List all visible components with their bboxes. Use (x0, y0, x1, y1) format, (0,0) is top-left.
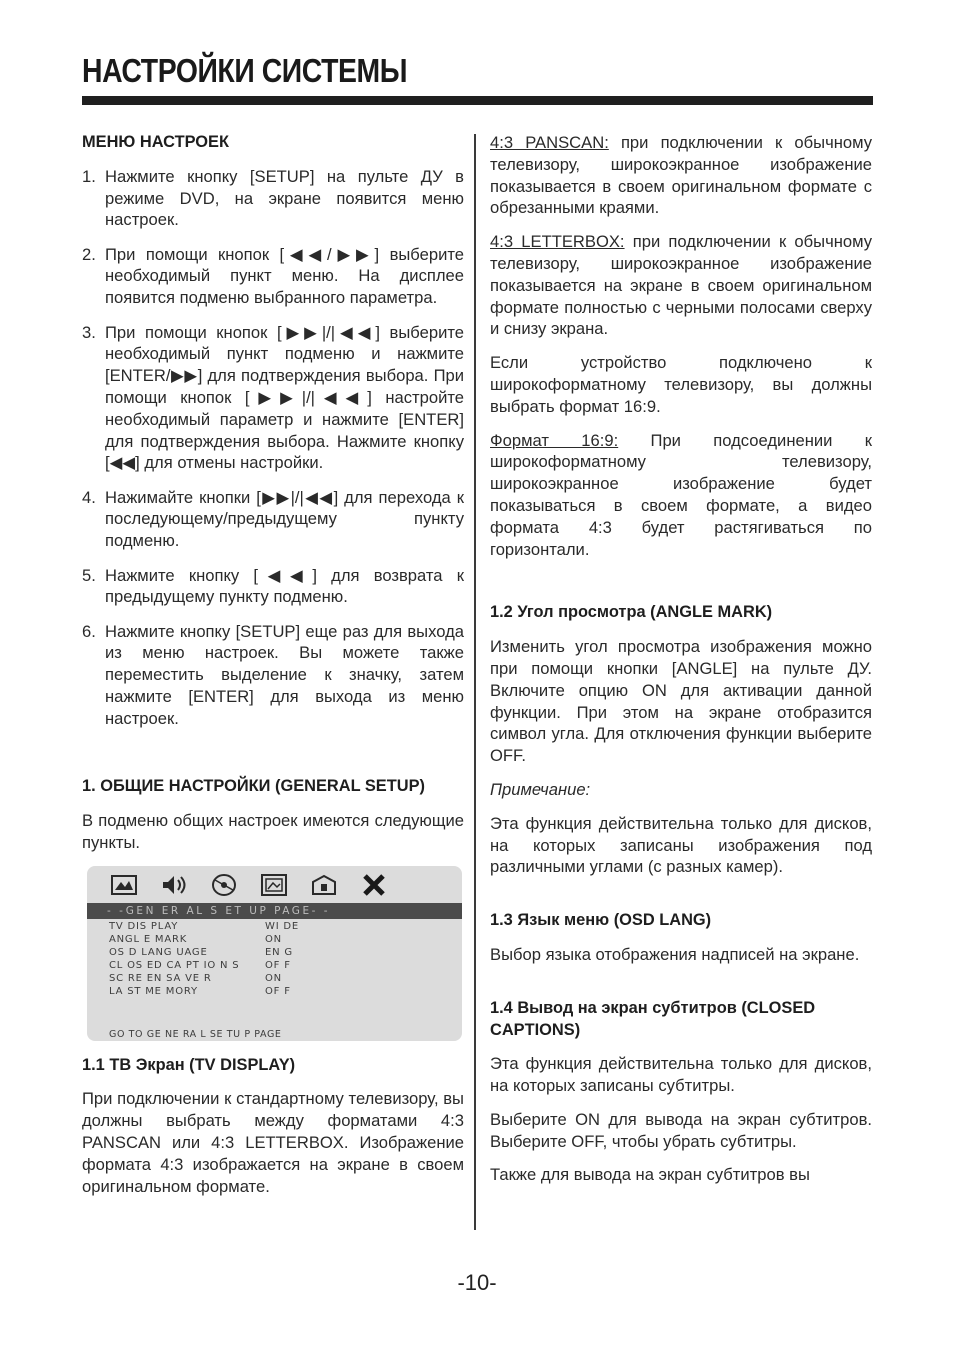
step-number: 3. (82, 322, 96, 342)
tv-display-text: При подключении к стандартному телевизору, вы должны выбрать между форматами 4:3 PANSCAN или 4:3 LETTERBOX. Изображение формата 4:3 изображается на экране в своем оригинальном формате. (82, 1089, 464, 1196)
closed-captions-text-2: Выберите ON для вывода на экран субтитров. Выберите OFF, чтобы убрать субтитры. (490, 1109, 872, 1151)
right-column (490, 132, 872, 1198)
spacer (490, 978, 872, 998)
panscan-paragraph (490, 132, 872, 219)
step-number: 6. (82, 621, 96, 641)
menu-option-name: CL OS ED CA PT IO N S (109, 959, 240, 971)
step-1 (82, 166, 464, 231)
title-rule (82, 96, 873, 105)
menu-footer-hint: GO TO GE NE RA L SE TU P PAGE (109, 1028, 282, 1040)
menu-option-value: OF F (265, 985, 291, 997)
menu-option-value: ON (265, 933, 282, 945)
letterbox-paragraph (490, 231, 872, 340)
step-5 (82, 565, 464, 609)
spacer (490, 890, 872, 910)
disc-setup-icon (209, 872, 239, 898)
widescreen-text: Если устройство подключено к широкоформатному телевизору, вы должны выбрать формат 16:9. (490, 353, 872, 416)
menu-option-value: WI DE (265, 920, 300, 932)
angle-mark-heading: 1.2 Угол просмотра (ANGLE MARK) (490, 603, 773, 622)
menu-row (109, 946, 299, 959)
general-setup-intro: В подменю общих настроек имеются следующие пункты. (82, 810, 464, 852)
step-6 (82, 621, 464, 730)
format-169-label: Формат 16:9: (490, 430, 619, 450)
general-setup-heading: 1. ОБЩИЕ НАСТРОЙКИ (GENERAL SETUP) (82, 777, 425, 796)
page-title: НАСТРОЙКИ СИСТЕМЫ (82, 52, 408, 89)
menu-option-name: TV DIS PLAY (109, 920, 179, 932)
step-3 (82, 322, 464, 475)
step-text: При помощи кнопок [▶▶|/|◀◀] выберите необходимый пункт подменю и нажмите [ENTER/▶▶] для подтверждения выбора. При помощи кнопок [▶▶|/|◀◀] настройте необходимый параметр и нажмите [ENTER] для подтверждения выбора. Нажмите кнопку [◀◀] для отмены настройки. (105, 322, 464, 473)
angle-mark-text: Изменить угол просмотра изображения можно при помощи кнопки [ANGLE] на пульте ДУ. Включите опцию ON для активации данной функции. При этом на экране отобразится символ угла. Для отключения функции выберите OFF. (490, 637, 872, 766)
tv-display-heading: 1.1 ТВ Экран (TV DISPLAY) (82, 1055, 296, 1074)
menu-option-name: OS D LANG UAGE (109, 946, 208, 958)
step-text: Нажмите кнопку [SETUP] еще раз для выхода из меню настроек. Вы можете также переместить выделение к значку, затем нажмите [ENTER] для выхода из меню настроек. (105, 621, 464, 728)
panscan-text: при подключении к обычному телевизору, широкоэкранное изображение показывается в своем оригинальном формате с обрезанными краями. (490, 133, 873, 218)
step-text: При помощи кнопок [◀◀/▶▶] выберите необходимый пункт меню. На дисплее появится подменю выбранного параметра. (105, 244, 464, 308)
closed-captions-heading: 1.4 Вывод на экран субтитров (CLOSED CAPTIONS) (490, 998, 816, 1039)
general-setup-page-band: - -GEN ER AL S ET UP PAGE- - (87, 903, 462, 919)
setup-menu-screenshot (87, 866, 462, 1041)
column-divider (474, 134, 476, 1230)
menu-icon-bar (109, 872, 389, 898)
menu-options (109, 920, 299, 998)
menu-row (109, 985, 299, 998)
step-number: 4. (82, 487, 96, 507)
menu-option-name: LA ST ME MORY (109, 985, 198, 997)
audio-setup-icon (159, 872, 189, 898)
menu-option-value: OF F (265, 959, 291, 971)
step-4 (82, 487, 464, 552)
menu-option-name: SC RE EN SA VE R (109, 972, 212, 984)
page-number: -10- (457, 1270, 497, 1295)
menu-heading: МЕНЮ НАСТРОЕК (82, 133, 229, 151)
closed-captions-text-1: Эта функция действительна только для дисков, на которых записаны субтитры. (490, 1054, 872, 1096)
panscan-label: 4:3 PANSCAN: (490, 133, 609, 152)
step-text: Нажимайте кнопки [▶▶|/|◀◀] для перехода к последующему/предыдущему пункту подменю. (105, 487, 464, 551)
step-text: Нажмите кнопку [SETUP] на пульте ДУ в режиме DVD, на экране появится меню настроек. (105, 166, 464, 230)
step-number: 2. (82, 244, 96, 264)
step-number: 5. (82, 565, 96, 585)
menu-option-value: ON (265, 972, 282, 984)
video-setup-icon (259, 872, 289, 898)
menu-row (109, 920, 299, 933)
osd-lang-text: Выбор языка отображения надписей на экране. (490, 944, 860, 964)
lock-icon (309, 872, 339, 898)
osd-lang-heading: 1.3 Язык меню (OSD LANG) (490, 911, 712, 930)
menu-option-value: EN G (265, 946, 293, 958)
format-169-text: При подсоединении к широкоформатному телевизору, широкоэкранное изображение будет показываться в своем формате, а видео формата 4:3 будет растягиваться по горизонтали. (490, 430, 873, 559)
menu-row (109, 972, 299, 985)
step-text: Нажмите кнопку [◀◀] для возврата к предыдущему пункту подменю. (105, 565, 464, 607)
left-column (82, 132, 464, 1209)
note-text: Эта функция действительна только для дисков, на которых записаны изображения под различными углами (с разных камер). (490, 813, 872, 877)
letterbox-text: при подключении к обычному телевизору, широкоэкранное изображение показывается на экране в своем оригинальном формате полностью с черными полосами сверху и снизу экрана. (490, 232, 872, 339)
letterbox-label: 4:3 LETTERBOX: (490, 232, 625, 252)
exit-icon (359, 872, 389, 898)
general-setup-icon (109, 872, 139, 898)
format-169-paragraph (490, 430, 872, 561)
menu-option-name: ANGL E MARK (109, 933, 188, 945)
closed-captions-text-3: Также для вывода на экран субтитров вы (490, 1165, 810, 1185)
spacer (82, 742, 464, 776)
step-2 (82, 244, 464, 309)
note-label: Примечание: (490, 779, 591, 799)
setup-steps (82, 166, 464, 730)
menu-row (109, 959, 299, 972)
step-number: 1. (82, 166, 96, 186)
menu-row (109, 933, 299, 946)
spacer (490, 572, 872, 602)
